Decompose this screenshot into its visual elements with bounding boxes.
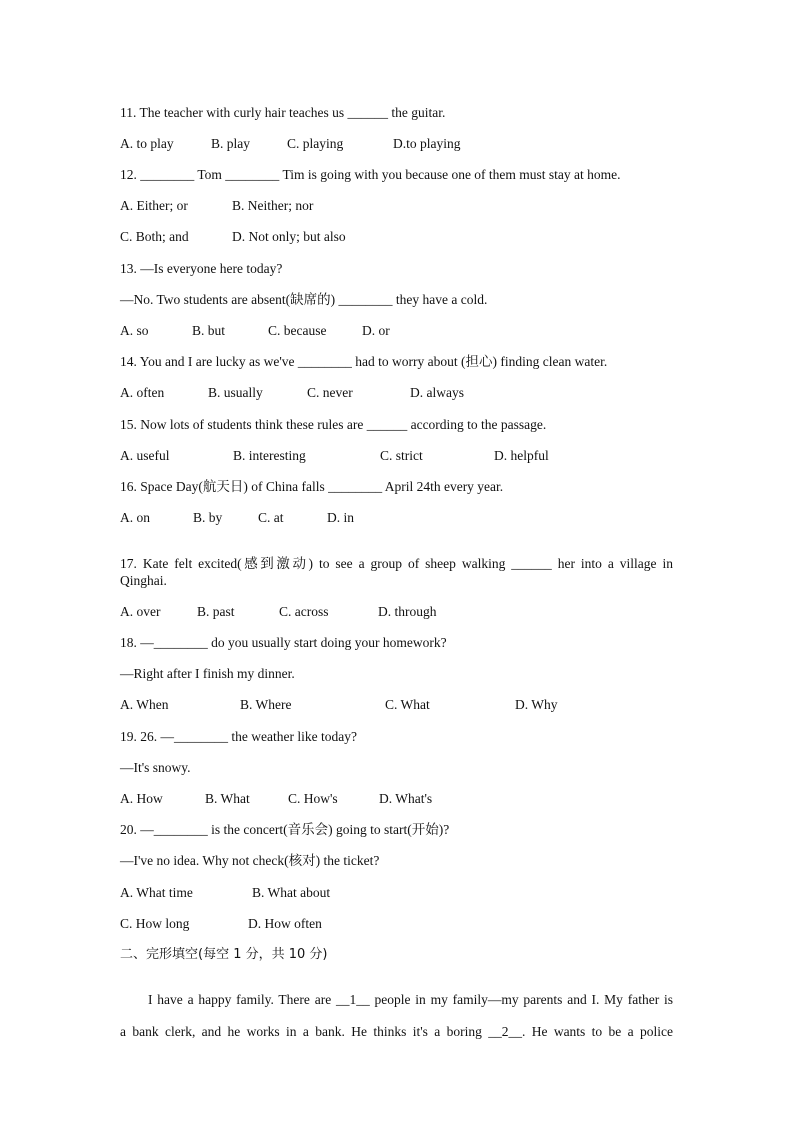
question-11-stem: 11. The teacher with curly hair teaches us ______ the guitar.	[120, 105, 446, 120]
question-20-option-a: A. What time	[120, 885, 193, 900]
question-18-stem: 18. —________ do you usually start doing your homework?	[120, 635, 447, 650]
question-19-stem: 19. 26. —________ the weather like today?	[120, 729, 357, 744]
question-13-option-a: A. so	[120, 323, 149, 338]
question-20-line2: —I've no idea. Why not check(核对) the ticket?	[120, 853, 380, 868]
question-15-option-b: B. interesting	[233, 448, 306, 463]
question-17-line2: Qinghai.	[120, 573, 167, 588]
cloze-paragraph-line-2: a bank clerk, and he works in a bank. He thinks it's a boring __2__. He wants to be a police	[120, 1023, 673, 1039]
question-13-stem: 13. —Is everyone here today?	[120, 261, 283, 276]
question-20-option-c: C. How long	[120, 916, 190, 931]
question-15-option-a: A. useful	[120, 448, 170, 463]
question-19-option-d: D. What's	[379, 791, 433, 806]
question-15-option-c: C. strict	[380, 448, 423, 463]
question-16-stem: 16. Space Day(航天日) of China falls ________ April 24th every year.	[120, 479, 504, 494]
section-heading-cloze: 二、完形填空(每空 1 分，共 10 分)	[120, 947, 328, 962]
question-11-option-b: B. play	[211, 136, 250, 151]
question-20-option-d: D. How often	[248, 916, 322, 931]
question-11-option-a: A. to play	[120, 136, 174, 151]
question-19-option-a: A. How	[120, 791, 163, 806]
question-20-option-b: B. What about	[252, 885, 331, 900]
question-17-option-a: A. over	[120, 604, 161, 619]
question-12-option-d: D. Not only; but also	[232, 229, 346, 244]
question-16-option-b: B. by	[193, 510, 223, 525]
question-12-stem: 12. ________ Tom ________ Tim is going with you because one of them must stay at home.	[120, 167, 621, 182]
question-19-option-c: C. How's	[288, 791, 338, 806]
question-11-option-c: C. playing	[287, 136, 344, 151]
question-18-option-a: A. When	[120, 697, 169, 712]
question-14-option-b: B. usually	[208, 385, 263, 400]
question-18-option-c: C. What	[385, 697, 430, 712]
question-19-line2: —It's snowy.	[120, 760, 191, 775]
question-12-option-a: A. Either; or	[120, 198, 188, 213]
question-14-option-d: D. always	[410, 385, 464, 400]
question-14-stem: 14. You and I are lucky as we've ________ had to worry about (担心) finding clean water.	[120, 354, 608, 369]
question-18-line2: —Right after I finish my dinner.	[120, 666, 295, 681]
question-16-option-c: C. at	[258, 510, 284, 525]
question-13-option-b: B. but	[192, 323, 226, 338]
question-16-option-a: A. on	[120, 510, 150, 525]
question-16-option-d: D. in	[327, 510, 354, 525]
question-13-option-d: D. or	[362, 323, 390, 338]
question-17-option-c: C. across	[279, 604, 329, 619]
question-17-option-b: B. past	[197, 604, 235, 619]
question-18-option-d: D. Why	[515, 697, 558, 712]
question-14-option-c: C. never	[307, 385, 353, 400]
question-18-option-b: B. Where	[240, 697, 292, 712]
question-17-stem: 17. Kate felt excited(感到激动) to see a group of sheep walking ______ her into a village in	[120, 555, 673, 571]
cloze-paragraph-line-1: I have a happy family. There are __1__ people in my family—my parents and I. My father is	[148, 991, 673, 1007]
question-12-option-c: C. Both; and	[120, 229, 189, 244]
question-13-line2: —No. Two students are absent(缺席的) ________ they have a cold.	[120, 292, 488, 307]
question-19-option-b: B. What	[205, 791, 250, 806]
question-20-stem: 20. —________ is the concert(音乐会) going to start(开始)?	[120, 822, 450, 837]
question-12-option-b: B. Neither; nor	[232, 198, 314, 213]
question-13-option-c: C. because	[268, 323, 327, 338]
question-11-option-d: D.to playing	[393, 136, 461, 151]
question-17-option-d: D. through	[378, 604, 437, 619]
question-15-stem: 15. Now lots of students think these rules are ______ according to the passage.	[120, 417, 547, 432]
question-15-option-d: D. helpful	[494, 448, 549, 463]
question-14-option-a: A. often	[120, 385, 165, 400]
